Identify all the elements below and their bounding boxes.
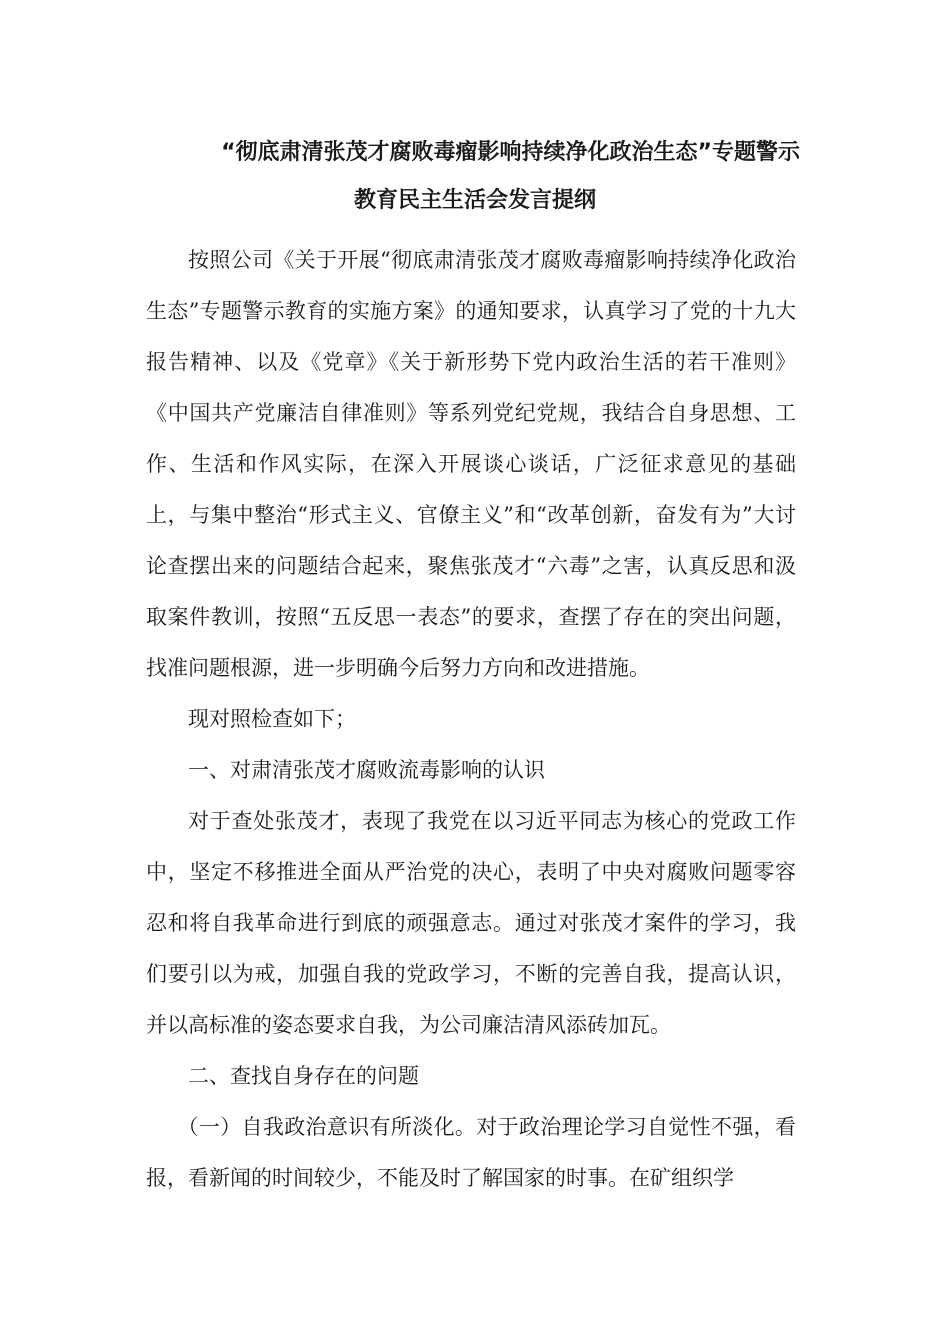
paragraph-check-heading: 现对照检查如下； [188,707,356,731]
document-title-line-2: 教育民主生活会发言提纲 [353,188,596,213]
paragraph-section-1: 对于查处张茂才，表现了我党在以习近平同志为核心的党政工作中，坚定不移推进全面从严治党的决心，表明了中央对腐败问题零容忍和将自我革命进行到底的顽强意志。通过对张茂才案件的学习，我们要引以为戒，加强自我的党政学习，不断的完善自我，提高认识，并以高标准的姿态要求自我，为公司廉洁清风添砖加瓦。 [146,809,796,1037]
section-heading-1: 一、对肃清张茂才腐败流毒影响的认识 [188,758,545,782]
document-title-line-1: “彻底肃清张茂才腐败毒瘤影响持续净化政治生态”专题警示 [221,140,800,165]
document-body [146,235,796,1204]
section-heading-2: 二、查找自身存在的问题 [188,1064,419,1088]
paragraph-subsection-1: （一）自我政治意识有所淡化。对于政治理论学习自觉性不强，看报，看新闻的时间较少，不能及时了解国家的时事。在矿组织学 [146,1115,796,1190]
paragraph-intro: 按照公司《关于开展“彻底肃清张茂才腐败毒瘤影响持续净化政治生态”专题警示教育的实施方案》的通知要求，认真学习了党的十九大报告精神、以及《党章》《关于新形势下党内政治生活的若干准则》《中国共产党廉洁自律准则》等系列党纪党规，我结合自身思想、工作、生活和作风实际，在深入开展谈心谈话，广泛征求意见的基础上，与集中整治“形式主义、官僚主义”和“改革创新，奋发有为”大讨论查摆出来的问题结合起来，聚焦张茂才“六毒”之害，认真反思和汲取案件教训，按照“五反思一表态”的要求，查摆了存在的突出问题，找准问题根源，进一步明确今后努力方向和改进措施。 [146,248,796,680]
